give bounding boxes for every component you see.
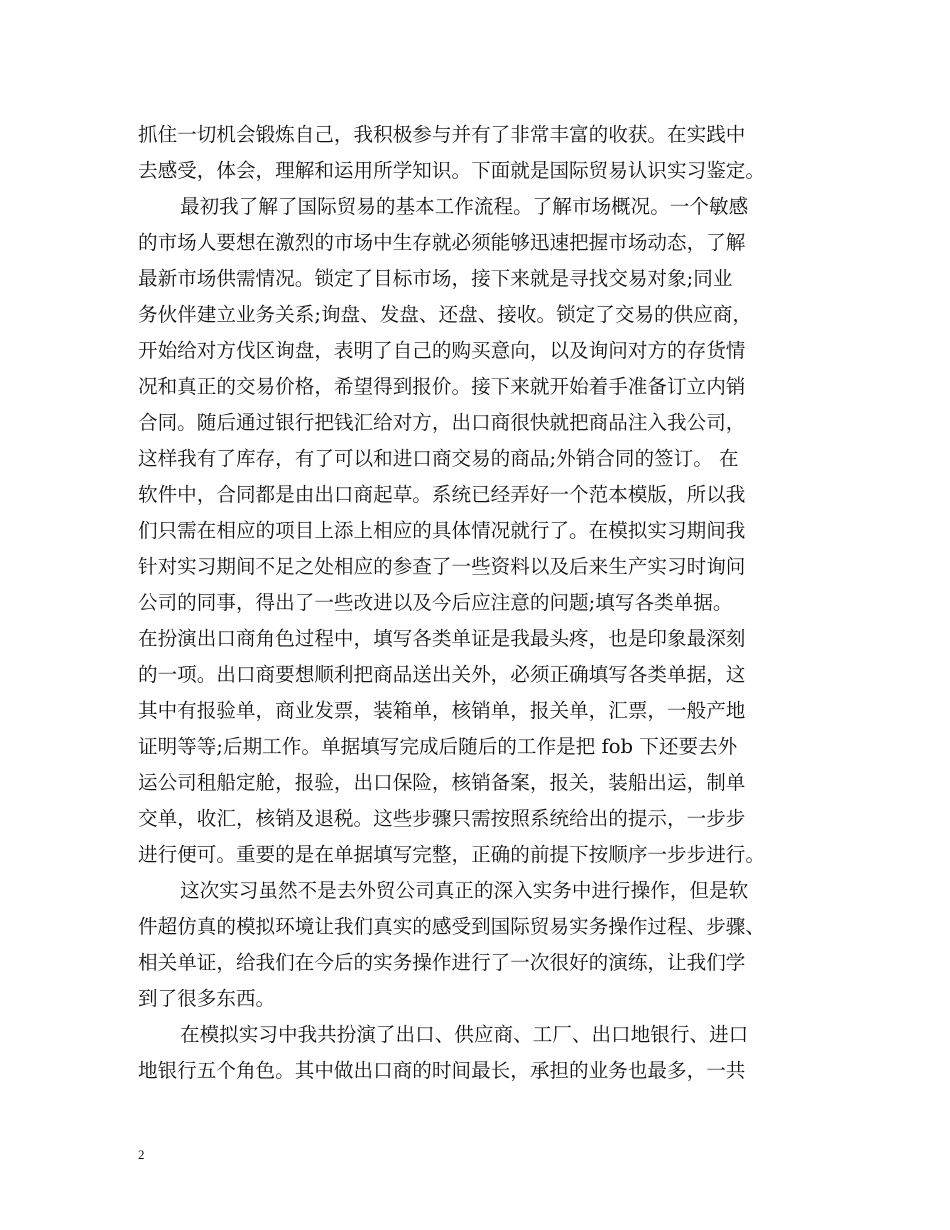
text-line: 开始给对方伐区询盘，表明了自己的购买意向，以及询问对方的存货情 [138,339,746,362]
page-number: 2 [138,1147,145,1162]
text-line: 交单，收汇，核销及退税。这些步骤只需按照系统给出的提示，一步步 [138,807,746,830]
text-line: 最初我了解了国际贸易的基本工作流程。了解市场概况。一个敏感 [180,195,749,218]
text-line: 这样我有了库存，有了可以和进口商交易的商品;外销合同的签订。 在 [138,447,739,470]
text-line: 针对实习期间不足之处相应的参查了一些资料以及后来生产实习时询问 [138,555,746,578]
text-line: 在扮演出口商角色过程中，填写各类单证是我最头疼，也是印象最深刻 [138,627,746,650]
text-line: 的市场人要想在激烈的市场中生存就必须能够迅速把握市场动态，了解 [138,231,746,254]
text-line: 况和真正的交易价格，希望得到报价。接下来就开始着手准备订立内销 [138,375,746,398]
text-line: 最新市场供需情况。锁定了目标市场，接下来就是寻找交易对象;同业 [138,267,733,290]
text-line: 务伙伴建立业务关系;询盘、发盘、还盘、接收。锁定了交易的供应商， [138,303,753,326]
text-line: 这次实习虽然不是去外贸公司真正的深入实务中进行操作，但是软 [180,879,749,902]
text-line: 到了很多东西。 [138,987,276,1010]
text-line: 们只需在相应的项目上添上相应的具体情况就行了。在模拟实习期间我 [138,519,746,542]
text-line: 在模拟实习中我共扮演了出口、供应商、工厂、出口地银行、进口 [180,1023,749,1046]
text-line: 公司的同事，得出了一些改进以及今后应注意的问题;填写各类单据。 [138,591,733,614]
text-line: 证明等等;后期工作。单据填写完成后随后的工作是把 fob 下还要去外 [138,735,738,758]
text-line: 的一项。出口商要想顺利把商品送出关外，必须正确填写各类单据，这 [138,663,746,686]
text-line: 去感受，体会，理解和运用所学知识。下面就是国际贸易认识实习鉴定。 [138,159,765,182]
text-line: 运公司租船定舱，报验，出口保险，核销备案，报关，装船出运，制单 [138,771,746,794]
text-line: 相关单证，给我们在今后的实务操作进行了一次很好的演练，让我们学 [138,951,746,974]
text-line: 软件中，合同都是由出口商起草。系统已经弄好一个范本模版，所以我 [138,483,746,506]
text-line: 抓住一切机会锻炼自己，我积极参与并有了非常丰富的收获。在实践中 [138,123,746,146]
text-line: 件超仿真的模拟环境让我们真实的感受到国际贸易实务操作过程、步骤、 [138,915,765,938]
body-text [138,117,828,1089]
text-line: 地银行五个角色。其中做出口商的时间最长，承担的业务也最多，一共 [138,1059,746,1082]
text-line: 合同。随后通过银行把钱汇给对方，出口商很快就把商品注入我公司， [138,411,746,434]
text-line: 进行便可。重要的是在单据填写完整，正确的前提下按顺序一步步进行。 [138,843,765,866]
text-line: 其中有报验单，商业发票，装箱单，核销单，报关单，汇票，一般产地 [138,699,746,722]
